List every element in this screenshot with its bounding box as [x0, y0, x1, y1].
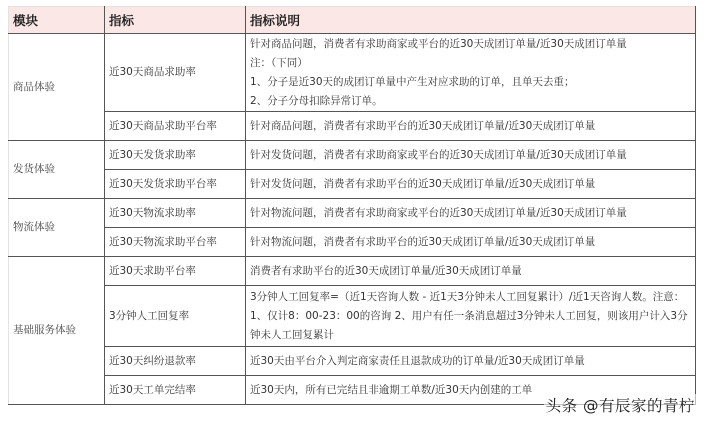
table-row: [9, 141, 696, 170]
module-cell: 物流体验: [9, 199, 105, 257]
description-cell: 3分钟人工回复率=（近1天咨询人数 - 近1天3分钟未人工回复累计）/近1天咨询人数。注意：1、仅计8：00-23：00的咨询 2、用户有任一条消息超过3分钟未人工回复，则该用户计入3分钟未人工回复累计: [246, 286, 696, 347]
description-cell: 针对物流问题，消费者有求助商家或平台的近30天成团订单量/近30天成团订单量: [246, 199, 696, 228]
description-cell: 近30天内，所有已完结且非逾期工单数/近30天内创建的工单: [246, 376, 696, 405]
description-cell: 针对发货问题，消费者有求助平台的近30天成团订单量/近30天成团订单量: [246, 170, 696, 199]
table-row: [9, 112, 696, 141]
metric-cell: 近30天物流求助平台率: [105, 228, 246, 257]
metric-cell: 近30天商品求助平台率: [105, 112, 246, 141]
metrics-table: [8, 6, 696, 405]
description-cell: 消费者有求助平台的近30天成团订单量/近30天成团订单量: [246, 257, 696, 286]
metric-cell: 近30天工单完结率: [105, 376, 246, 405]
metric-cell: 近30天纠纷退款率: [105, 347, 246, 376]
description-line: 2、分子分母扣除异常订单。: [250, 94, 383, 107]
metric-cell: 近30天求助平台率: [105, 257, 246, 286]
description-line: 1、分子是近30天的成团订单量中产生对应求助的订单，且单天去重；: [250, 75, 575, 88]
metric-cell: 近30天商品求助率: [105, 34, 246, 112]
table-row: [9, 347, 696, 376]
description-line: 针对商品问题，消费者有求助商家或平台的近30天成团订单量/近30天成团订单量: [250, 37, 627, 50]
description-cell: 针对发货问题，消费者有求助商家或平台的近30天成团订单量/近30天成团订单量: [246, 141, 696, 170]
module-cell: 发货体验: [9, 141, 105, 199]
header-description: 指标说明: [246, 7, 696, 34]
table-row: [9, 228, 696, 257]
watermark: 头条 @有辰家的青柠: [544, 394, 697, 416]
description-cell: 针对物流问题，消费者有求助平台的近30天成团订单量/近30天成团订单量: [246, 228, 696, 257]
table-row: [9, 199, 696, 228]
description-cell: 针对商品问题，消费者有求助平台的近30天成团订单量/近30天成团订单量: [246, 112, 696, 141]
metric-cell: 3分钟人工回复率: [105, 286, 246, 347]
description-cell: [246, 34, 696, 112]
table-row: [9, 34, 696, 112]
module-cell: 基础服务体验: [9, 257, 105, 405]
table-row: [9, 257, 696, 286]
metric-cell: 近30天物流求助率: [105, 199, 246, 228]
table-row: [9, 170, 696, 199]
description-line: 注：（下同）: [250, 56, 308, 69]
description-cell: 近30天由平台介入判定商家责任且退款成功的订单量/近30天成团订单量: [246, 347, 696, 376]
table-row: [9, 286, 696, 347]
header-module: 模块: [9, 7, 105, 34]
module-cell: 商品体验: [9, 34, 105, 141]
header-metric: 指标: [105, 7, 246, 34]
metric-cell: 近30天发货求助平台率: [105, 170, 246, 199]
metric-cell: 近30天发货求助率: [105, 141, 246, 170]
table-header-row: [9, 7, 696, 34]
